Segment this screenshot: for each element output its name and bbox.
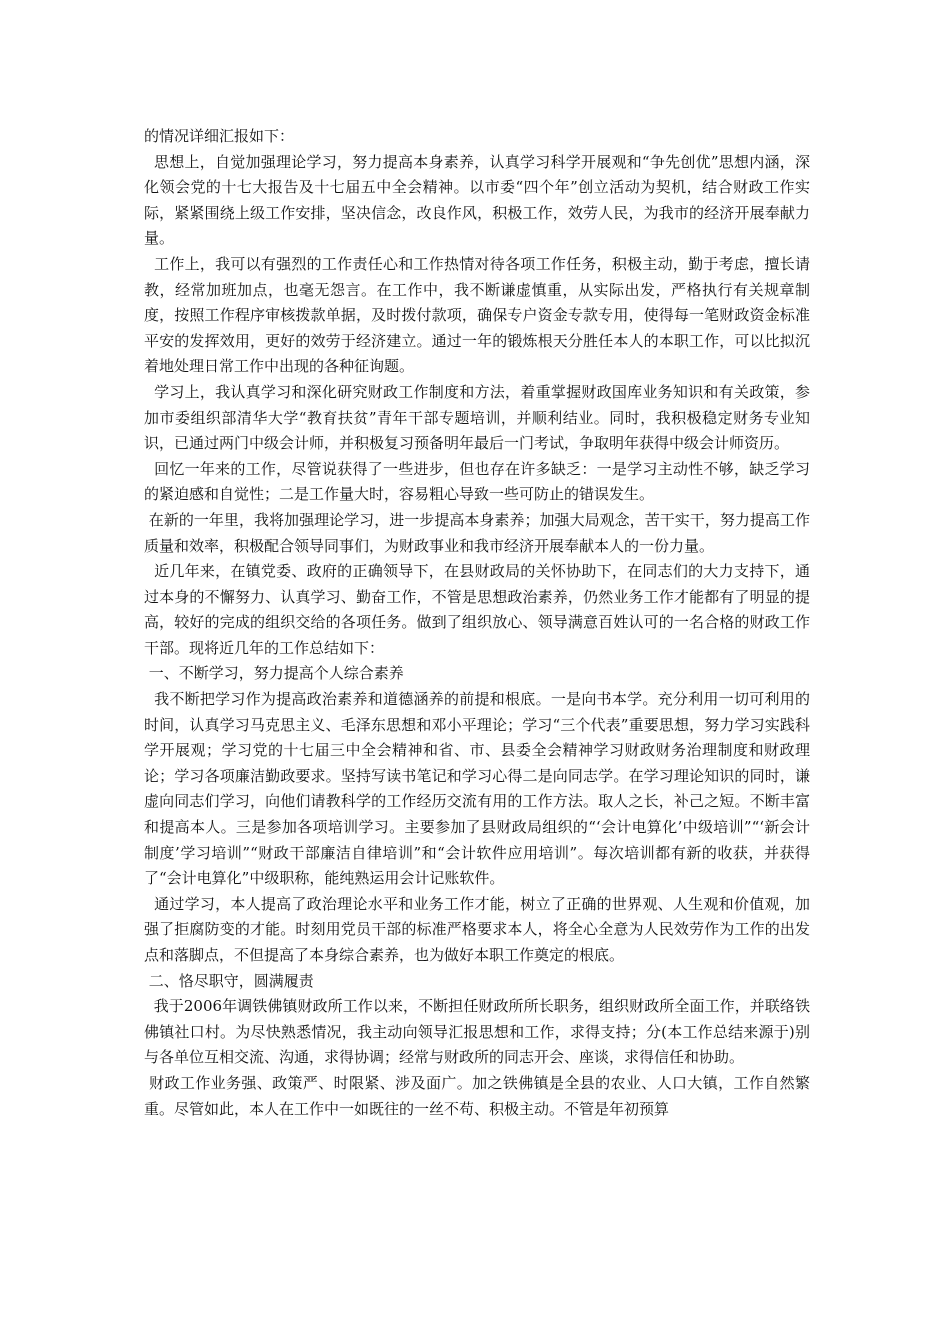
paragraph-finance-work: 财政工作业务强、政策严、时限紧、涉及面广。加之铁佛镇是全县的农业、人口大镇，工作自然繁重。尽管如此，本人在工作中一如既往的一丝不苟、积极主动。不管是年初预算 [144,1073,810,1118]
paragraph-since-2006: 我于2006年调铁佛镇财政所工作以来，不断担任财政所所长职务，组织财政所全面工作，并联络铁佛镇社口村。为尽快熟悉情况，我主动向领导汇报思想和工作，求得支持；分(本工作总结来源于)别与各单位互相交流、沟通，求得协调；经常与财政所的同志开会、座谈，求得信任和协助。 [144,997,810,1067]
paragraph-recent-years: 近几年来，在镇党委、政府的正确领导下，在县财政局的关怀协助下，在同志们的大力支持下，通过本身的不懈努力、认真学习、勤奋工作，不管是思想政治素养，仍然业务工作才能都有了明显的提高，较好的完成的组织交给的各项任务。做到了组织放心、领导满意百姓认可的一名合格的财政工作干部。现将近几年的工作总结如下： [144,562,810,657]
section-heading-2: 二、恪尽职守，圆满履责 [144,971,314,990]
paragraph-new-year: 在新的一年里，我将加强理论学习，进一步提高本身素养；加强大局观念，苦干实干，努力提高工作质量和效率，积极配合领导同事们，为财政事业和我市经济开展奉献本人的一份力量。 [144,510,810,555]
paragraph-shortcomings: 回忆一年来的工作，尽管说获得了一些进步，但也存在许多缺乏：一是学习主动性不够，缺乏学习的紧迫感和自觉性；二是工作量大时，容易粗心导致一些可防止的错误发生。 [144,459,810,504]
paragraph-study: 学习上，我认真学习和深化研究财政工作制度和方法，着重掌握财政国库业务知识和有关政策，参加市委组织部清华大学“教育扶贫”青年干部专题培训，并顺利结业。同时，我积极稳定财务专业知识，已通过两门中级会计师，并积极复习预备明年最后一门考试，争取明年获得中级会计师资历。 [144,382,810,453]
paragraph-work: 工作上，我可以有强烈的工作责任心和工作热情对待各项工作任务，积极主动，勤于考虑，擅长请教，经常加班加点，也毫无怨言。在工作中，我不断谦虚慎重，从实际出发，严格执行有关规章制度，按照工作程序审核拨款单据，及时拨付款项，确保专户资金专款专用，使得每一笔财政资金标准平安的发挥效用，更好的效劳于经济建立。通过一年的锻炼根天分胜任本人的本职工作，可以比拟沉着地处理日常工作中出现的各种征询题。 [144,254,810,376]
document-body [144,124,810,1122]
paragraph-ideology: 思想上，自觉加强理论学习，努力提高本身素养，认真学习科学开展观和“争先创优”思想内涵，深化领会党的十七大报告及十七届五中全会精神。以市委“四个年”创立活动为契机，结合财政工作实际，紧紧围绕上级工作安排，坚决信念，改良作风，积极工作，效劳人民，为我市的经济开展奉献力量。 [144,152,810,248]
section-heading-1: 一、不断学习，努力提高个人综合素养 [144,664,404,683]
paragraph-continuous-learning: 我不断把学习作为提高政治素养和道德涵养的前提和根底。一是向书本学。充分利用一切可利用的时间，认真学习马克思主义、毛泽东思想和邓小平理论；学习“三个代表”重要思想，努力学习实践科学开展观；学习党的十七届三中全会精神和省、市、县委全会精神学习财政财务治理制度和财政理论；学习各项廉洁勤政要求。坚持写读书笔记和学习心得二是向同志学。在学习理论知识的同时，谦虚向同志们学习，向他们请教科学的工作经历交流有用的工作方法。取人之长，补己之短。不断丰富和提高本人。三是参加各项培训学习。主要参加了县财政局组织的“‘会计电算化’中级培训”“‘新会计制度’学习培训”“财政干部廉洁自律培训”和“会计软件应用培训”。每次培训都有新的收获，并获得了“会计电算化”中级职称，能纯熟运用会计记账软件。 [144,690,810,888]
paragraph-report-intro: 的情况详细汇报如下： [144,127,295,145]
paragraph-learning-results: 通过学习，本人提高了政治理论水平和业务工作才能，树立了正确的世界观、人生观和价值观，加强了拒腐防变的才能。时刻用党员干部的标准严格要求本人，将全心全意为人民效劳作为工作的出发点和落脚点，不但提高了本身综合素养，也为做好本职工作奠定的根底。 [144,894,810,964]
